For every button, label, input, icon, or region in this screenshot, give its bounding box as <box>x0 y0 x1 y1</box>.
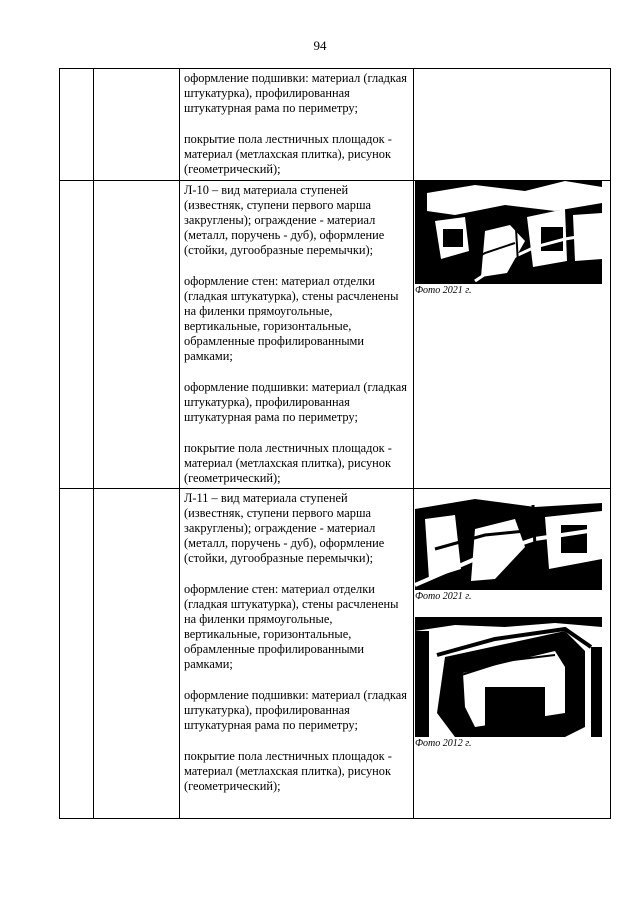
number-cell <box>60 69 94 181</box>
description-paragraph: оформление подшивки: материал (гладкая штукатурка), профилированная штукатурная рама по периметру; <box>184 71 407 115</box>
number-cell <box>60 181 94 489</box>
table-row <box>60 489 611 819</box>
photo-cell <box>414 489 611 819</box>
name-cell <box>94 489 180 819</box>
staircase-photo <box>415 489 602 590</box>
table-row <box>60 69 611 181</box>
page-number: 94 <box>313 38 327 53</box>
staircase-photo <box>415 617 602 737</box>
description-cell <box>180 489 414 819</box>
description-paragraph: покрытие пола лестничных площадок - материал (метлахская плитка), рисунок (геометрический); <box>184 132 392 176</box>
photo-cell <box>414 69 611 181</box>
description-paragraph: покрытие пола лестничных площадок - материал (метлахская плитка), рисунок (геометрический); <box>184 749 392 793</box>
register-table <box>59 68 611 819</box>
description-paragraph: Л-10 – вид материала ступеней (известняк, ступени первого марша закруглены); ограждение - материал (металл, поручень - дуб), оформление (стойки, дугообразные перемычки); <box>184 183 385 257</box>
photo-caption: Фото 2021 г. <box>415 591 472 602</box>
photo-caption: Фото 2012 г. <box>415 738 472 749</box>
photo-caption: Фото 2021 г. <box>415 285 472 296</box>
description-paragraph: оформление подшивки: материал (гладкая штукатурка), профилированная штукатурная рама по периметру; <box>184 380 407 424</box>
description-cell <box>180 69 414 181</box>
name-cell <box>94 69 180 181</box>
number-cell <box>60 489 94 819</box>
photo-cell <box>414 181 611 489</box>
table-row <box>60 181 611 489</box>
description-cell <box>180 181 414 489</box>
name-cell <box>94 181 180 489</box>
description-paragraph: оформление стен: материал отделки (гладкая штукатурка), стены расчленены на филенки прямоугольные, вертикальные, горизонтальные, обрамленные профилированными рамками; <box>184 274 399 363</box>
description-paragraph: Л-11 – вид материала ступеней (известняк, ступени первого марша закруглены); ограждение - материал (металл, поручень - дуб), оформление (стойки, дугообразные перемычки); <box>184 491 385 565</box>
staircase-photo <box>415 181 602 284</box>
description-paragraph: оформление подшивки: материал (гладкая штукатурка), профилированная штукатурная рама по периметру; <box>184 688 407 732</box>
description-paragraph: оформление стен: материал отделки (гладкая штукатурка), стены расчленены на филенки прямоугольные, вертикальные, горизонтальные, обрамленные профилированными рамками; <box>184 582 399 671</box>
description-paragraph: покрытие пола лестничных площадок - материал (метлахская плитка), рисунок (геометрический); <box>184 441 392 485</box>
